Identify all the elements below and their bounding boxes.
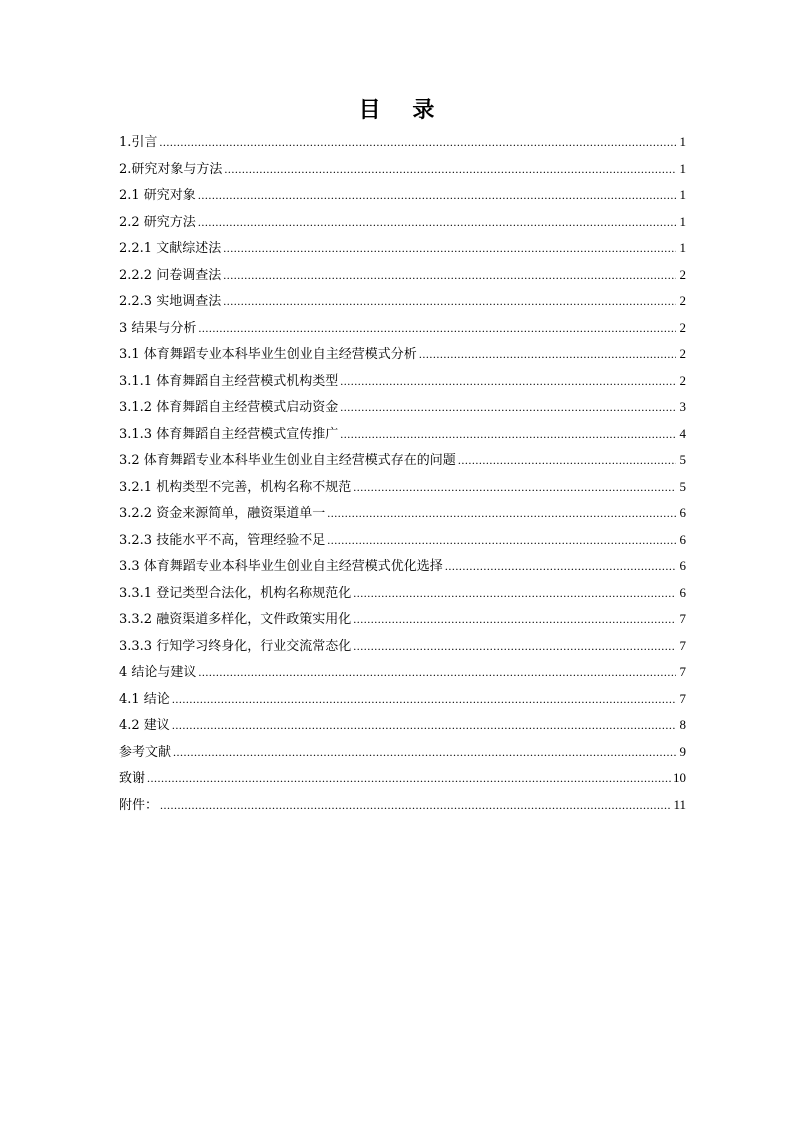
toc-entry[interactable] (119, 527, 686, 554)
toc-dot-leader (353, 633, 676, 660)
toc-dot-leader (458, 447, 676, 474)
toc-page-number: 2 (679, 293, 686, 308)
toc-page-number: 9 (679, 743, 686, 759)
toc-entry-label: 3.1.2 体育舞蹈自主经营模式启动资金 (119, 400, 339, 415)
toc-dot-leader (327, 527, 676, 554)
toc-entry-label: 1.引言 (119, 135, 158, 150)
toc-entry[interactable] (119, 659, 686, 686)
toc-dot-leader (327, 500, 676, 527)
toc-dot-leader (223, 288, 676, 315)
toc-dot-leader (160, 792, 671, 819)
page-title: 目 录 (358, 98, 447, 123)
toc-entry[interactable] (119, 580, 686, 607)
toc-entry-label: 3.3 体育舞蹈专业本科毕业生创业自主经营模式优化选择 (119, 559, 443, 574)
toc-entry-label: 3 结果与分析 (119, 320, 197, 336)
toc-dot-leader (198, 315, 676, 342)
toc-entry[interactable] (119, 633, 686, 660)
toc-entry[interactable] (119, 686, 686, 713)
toc-entry-label: 2.2.1 文献综述法 (119, 241, 222, 256)
toc-dot-leader (340, 368, 676, 395)
toc-page-number: 6 (679, 531, 686, 547)
toc-dot-leader (353, 606, 676, 633)
toc-page-number: 2 (679, 372, 686, 388)
toc-page-number: 1 (679, 187, 686, 202)
toc-page-number: 1 (679, 240, 686, 255)
toc-entry[interactable] (119, 262, 686, 289)
toc-entry-label: 附件： (119, 797, 159, 813)
toc-entry-label: 4 结论与建议 (119, 665, 197, 680)
toc-entry[interactable] (119, 368, 686, 395)
toc-dot-leader (223, 235, 676, 262)
toc-dot-leader (172, 686, 676, 713)
toc-entry-label: 2.1 研究对象 (119, 188, 196, 203)
table-of-contents (119, 129, 686, 818)
toc-dot-leader (353, 580, 676, 607)
toc-dot-leader (173, 739, 676, 766)
toc-page-number: 6 (679, 505, 686, 520)
toc-entry-label: 3.2 体育舞蹈专业本科毕业生创业自主经营模式存在的问题 (119, 453, 456, 468)
toc-page-number: 1 (679, 213, 686, 229)
toc-entry[interactable] (119, 421, 686, 448)
toc-entry[interactable] (119, 474, 686, 501)
toc-page-number: 4 (679, 425, 686, 441)
toc-entry-label: 2.2.3 实地调查法 (119, 294, 222, 309)
toc-dot-leader (340, 421, 676, 448)
toc-entry-label: 2.2 研究方法 (119, 214, 196, 230)
toc-entry[interactable] (119, 447, 686, 474)
toc-page-number: 7 (679, 611, 686, 626)
toc-page-number: 5 (679, 478, 686, 494)
toc-entry-label: 3.2.2 资金来源简单，融资渠道单一 (119, 506, 326, 521)
toc-entry[interactable] (119, 341, 686, 368)
toc-entry-label: 3.1 体育舞蹈专业本科毕业生创业自主经营模式分析 (119, 347, 417, 362)
toc-page-number: 3 (679, 399, 686, 414)
toc-page-number: 8 (679, 717, 686, 732)
toc-entry-label: 3.3.3 行知学习终身化，行业交流常态化 (119, 638, 352, 654)
toc-entry[interactable] (119, 315, 686, 342)
toc-entry-label: 3.2.1 机构类型不完善，机构名称不规范 (119, 479, 352, 495)
toc-page-number: 6 (679, 584, 686, 600)
toc-entry[interactable] (119, 156, 686, 183)
toc-entry-label: 3.1.3 体育舞蹈自主经营模式宣传推广 (119, 426, 339, 442)
toc-dot-leader (198, 209, 676, 236)
toc-page-number: 11 (673, 796, 686, 812)
toc-entry[interactable] (119, 553, 686, 580)
toc-entry[interactable] (119, 129, 686, 156)
toc-page-number: 5 (679, 452, 686, 467)
toc-entry[interactable] (119, 739, 686, 766)
toc-page-number: 7 (679, 664, 686, 679)
toc-entry[interactable] (119, 792, 686, 819)
toc-entry-label: 2.研究对象与方法 (119, 161, 223, 177)
toc-page-number: 2 (679, 266, 686, 282)
toc-dot-leader (445, 553, 676, 580)
toc-page-number: 10 (673, 770, 686, 785)
toc-dot-leader (198, 659, 676, 686)
toc-dot-leader (224, 156, 676, 183)
toc-entry[interactable] (119, 712, 686, 739)
toc-entry-label: 4.1 结论 (119, 691, 170, 707)
toc-entry[interactable] (119, 182, 686, 209)
toc-entry[interactable] (119, 765, 686, 792)
toc-page-number: 1 (679, 160, 686, 176)
toc-dot-leader (340, 394, 676, 421)
toc-entry-label: 参考文献 (119, 744, 172, 760)
toc-entry-label: 3.3.1 登记类型合法化，机构名称规范化 (119, 585, 352, 601)
toc-dot-leader (147, 765, 671, 792)
toc-dot-leader (419, 341, 676, 368)
toc-entry-label: 2.2.2 问卷调查法 (119, 267, 222, 283)
toc-entry-label: 致谢 (119, 771, 146, 786)
toc-dot-leader (172, 712, 676, 739)
toc-dot-leader (223, 262, 676, 289)
toc-dot-leader (198, 182, 676, 209)
toc-page-number: 7 (679, 637, 686, 653)
toc-page-number: 6 (679, 558, 686, 573)
toc-dot-leader (353, 474, 676, 501)
toc-page-number: 2 (679, 346, 686, 361)
toc-entry-label: 4.2 建议 (119, 718, 170, 733)
toc-entry[interactable] (119, 288, 686, 315)
toc-entry-label: 3.3.2 融资渠道多样化，文件政策实用化 (119, 612, 352, 627)
toc-page-number: 1 (679, 134, 686, 149)
toc-page-number: 2 (679, 319, 686, 335)
toc-page-number: 7 (679, 690, 686, 706)
toc-entry[interactable] (119, 606, 686, 633)
toc-dot-leader (159, 129, 676, 156)
toc-entry[interactable] (119, 235, 686, 262)
toc-entry[interactable] (119, 394, 686, 421)
toc-entry-label: 3.2.3 技能水平不高，管理经验不足 (119, 532, 326, 548)
toc-entry[interactable] (119, 209, 686, 236)
toc-entry[interactable] (119, 500, 686, 527)
toc-entry-label: 3.1.1 体育舞蹈自主经营模式机构类型 (119, 373, 339, 389)
